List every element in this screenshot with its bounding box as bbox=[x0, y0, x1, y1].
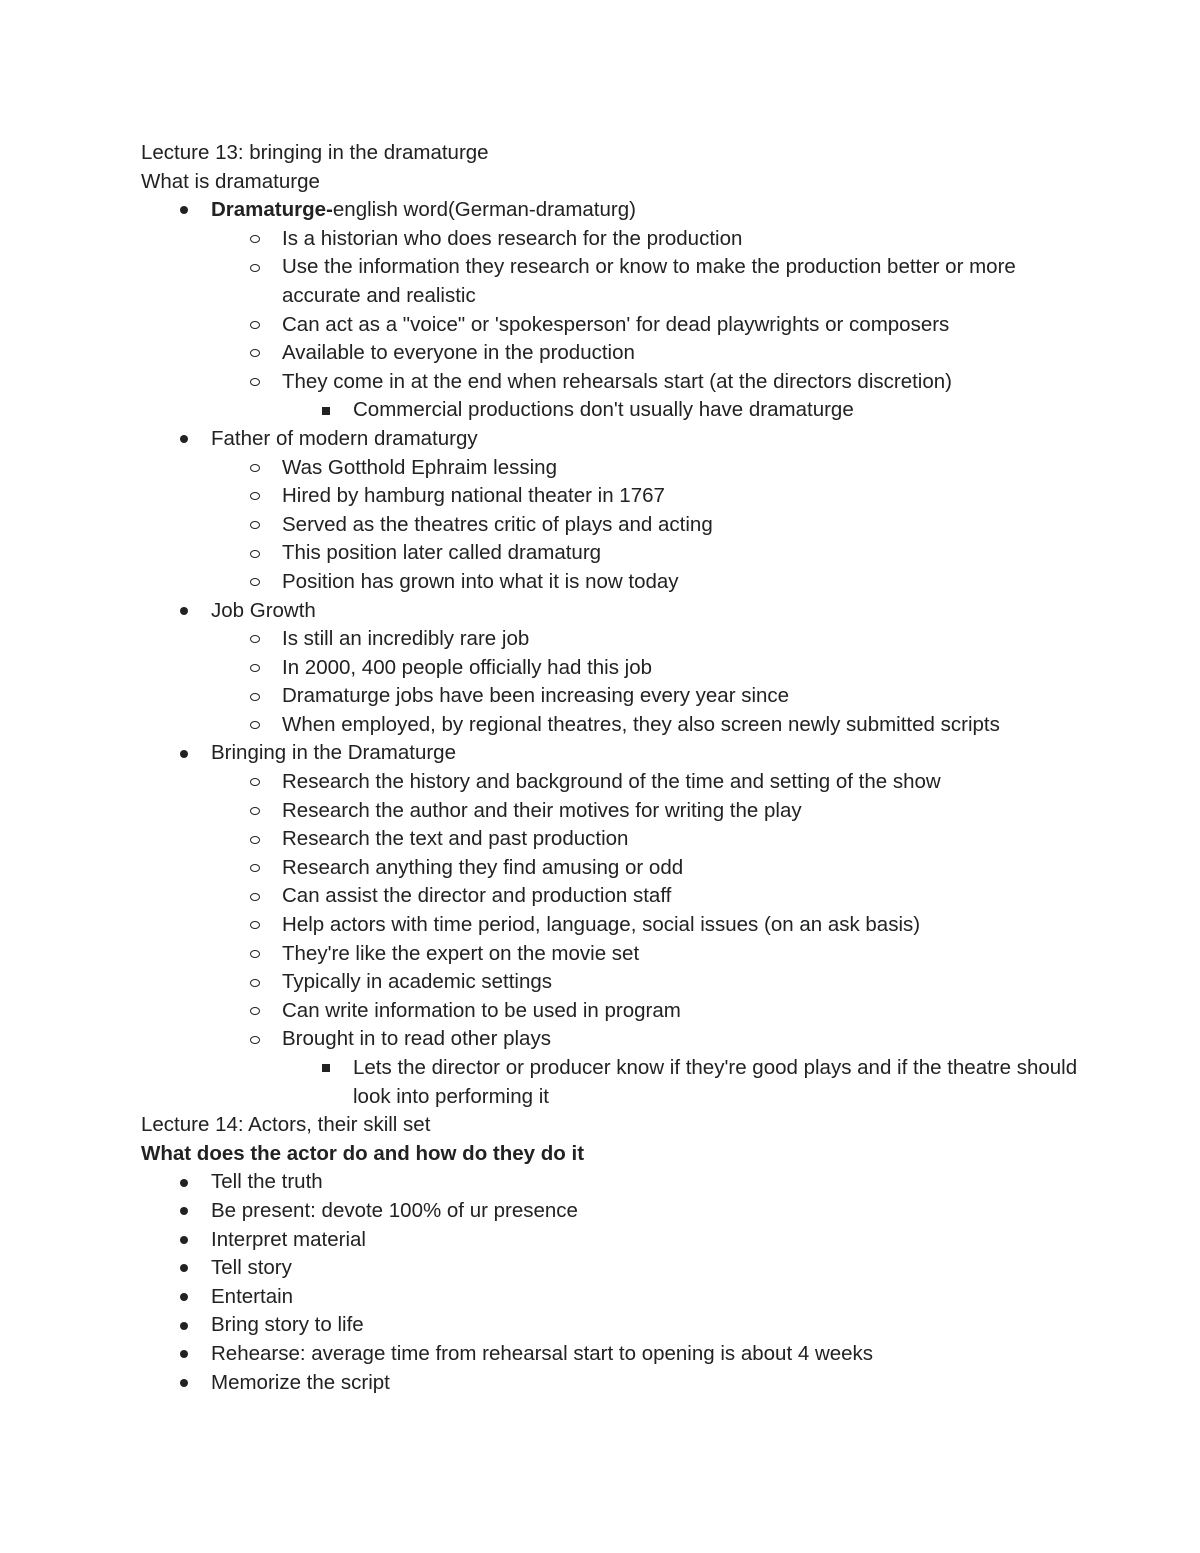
line-text: Father of modern dramaturgy bbox=[211, 426, 478, 450]
list-item bbox=[141, 1025, 1081, 1054]
list-item bbox=[141, 1283, 1081, 1312]
line-text: Dramaturge jobs have been increasing every year since bbox=[282, 684, 790, 708]
list-item bbox=[141, 568, 1081, 597]
section-heading bbox=[141, 168, 1081, 197]
list-item bbox=[141, 1369, 1081, 1398]
list-item bbox=[141, 425, 1081, 454]
line-text: Lets the director or producer know if they're good plays and if the theatre should look into performing it bbox=[353, 1056, 1078, 1108]
line-text: What is dramaturge bbox=[141, 169, 320, 193]
line-text: Lecture 13: bringing in the dramaturge bbox=[141, 141, 489, 164]
list-item bbox=[141, 225, 1081, 254]
line-text: Was Gotthold Ephraim lessing bbox=[282, 455, 557, 479]
list-item bbox=[141, 1197, 1081, 1226]
line-text: Available to everyone in the production bbox=[282, 341, 635, 365]
sub-bullet-icon bbox=[248, 225, 262, 254]
list-item bbox=[141, 539, 1081, 568]
line-text: Hired by hamburg national theater in 1767 bbox=[282, 484, 665, 508]
list-item bbox=[141, 739, 1081, 768]
sub-bullet-icon bbox=[248, 911, 262, 940]
line-text: Research the text and past production bbox=[282, 827, 629, 851]
bullet-icon bbox=[177, 597, 191, 626]
line-text: Research the author and their motives for writing the play bbox=[282, 798, 802, 822]
line-text: What does the actor do and how do they do it bbox=[141, 1141, 585, 1165]
list-item bbox=[141, 1311, 1081, 1340]
list-item bbox=[141, 196, 1081, 225]
line-text: In 2000, 400 people officially had this job bbox=[282, 655, 653, 679]
sub-bullet-icon bbox=[248, 854, 262, 883]
line-text: Interpret material bbox=[211, 1227, 366, 1251]
sub-bullet-icon bbox=[248, 339, 262, 368]
list-item bbox=[141, 911, 1081, 940]
bullet-icon bbox=[177, 1254, 191, 1283]
line-text: Can write information to be used in program bbox=[282, 998, 681, 1022]
line-text: Commercial productions don't usually have dramaturge bbox=[353, 398, 854, 422]
line-text: Can act as a "voice" or 'spokesperson' for dead playwrights or composers bbox=[282, 312, 950, 336]
bullet-icon bbox=[177, 1340, 191, 1369]
list-item bbox=[141, 396, 1081, 425]
sub-bullet-icon bbox=[248, 882, 262, 911]
list-item bbox=[141, 311, 1081, 340]
line-text: english word(German-dramaturg) bbox=[332, 198, 636, 222]
line-text: When employed, by regional theatres, they also screen newly submitted scripts bbox=[282, 712, 1000, 736]
list-item bbox=[141, 854, 1081, 883]
line-text: This position later called dramaturg bbox=[282, 541, 602, 565]
line-text: Research anything they find amusing or odd bbox=[282, 855, 684, 879]
list-item bbox=[141, 482, 1081, 511]
sub-bullet-icon bbox=[248, 539, 262, 568]
line-text: Can assist the director and production staff bbox=[282, 884, 672, 908]
list-item bbox=[141, 882, 1081, 911]
sub-bullet-icon bbox=[248, 682, 262, 711]
sub-bullet-icon bbox=[248, 797, 262, 826]
line-text: Bringing in the Dramaturge bbox=[211, 741, 456, 765]
list-item bbox=[141, 1226, 1081, 1255]
line-text: Job Growth bbox=[211, 598, 316, 622]
list-item bbox=[141, 1340, 1081, 1369]
line-text: Bring story to life bbox=[211, 1313, 364, 1337]
bullet-icon bbox=[177, 1168, 191, 1197]
list-item bbox=[141, 597, 1081, 626]
bullet-icon bbox=[177, 1283, 191, 1312]
line-text: Is still an incredibly rare job bbox=[282, 627, 530, 651]
list-item bbox=[141, 968, 1081, 997]
line-text: Served as the theatres critic of plays and acting bbox=[282, 512, 713, 536]
list-item bbox=[141, 368, 1081, 397]
document-body bbox=[141, 139, 1081, 1397]
sub-bullet-icon bbox=[248, 711, 262, 740]
sub-bullet-icon bbox=[248, 368, 262, 397]
line-text: Brought in to read other plays bbox=[282, 1027, 551, 1051]
line-text: Typically in academic settings bbox=[282, 970, 553, 994]
line-text: Use the information they research or know to make the production better or more accurate and realistic bbox=[282, 255, 1016, 307]
sub-bullet-icon bbox=[248, 997, 262, 1026]
line-text: Research the history and background of the time and setting of the show bbox=[282, 770, 941, 794]
line-text: Is a historian who does research for the production bbox=[282, 226, 743, 250]
section-heading bbox=[141, 139, 1081, 168]
line-text: Tell the truth bbox=[211, 1170, 323, 1194]
bullet-icon bbox=[177, 1369, 191, 1398]
sub-bullet-icon bbox=[248, 654, 262, 683]
bullet-icon bbox=[177, 1197, 191, 1226]
line-text: Entertain bbox=[211, 1284, 294, 1308]
line-text: They're like the expert on the movie set bbox=[282, 941, 640, 965]
bullet-icon bbox=[177, 739, 191, 768]
list-item bbox=[141, 625, 1081, 654]
sub-bullet-icon bbox=[248, 454, 262, 483]
list-item bbox=[141, 1054, 1081, 1111]
list-item bbox=[141, 339, 1081, 368]
line-text: Lecture 14: Actors, their skill set bbox=[141, 1113, 431, 1137]
sub-bullet-icon bbox=[248, 568, 262, 597]
bullet-icon bbox=[177, 1311, 191, 1340]
list-item bbox=[141, 1254, 1081, 1283]
line-text: They come in at the end when rehearsals start (at the directors discretion) bbox=[282, 369, 952, 393]
list-item bbox=[141, 511, 1081, 540]
sub-bullet-icon bbox=[248, 940, 262, 969]
list-item bbox=[141, 825, 1081, 854]
list-item bbox=[141, 940, 1081, 969]
sub-bullet-icon bbox=[248, 311, 262, 340]
list-item bbox=[141, 454, 1081, 483]
square-bullet-icon bbox=[319, 1054, 333, 1083]
line-text: Memorize the script bbox=[211, 1370, 390, 1394]
sub-bullet-icon bbox=[248, 253, 262, 282]
list-item bbox=[141, 1168, 1081, 1197]
list-item bbox=[141, 253, 1081, 310]
section-subheading bbox=[141, 1140, 1081, 1169]
line-text: Rehearse: average time from rehearsal start to opening is about 4 weeks bbox=[211, 1341, 874, 1365]
list-item bbox=[141, 654, 1081, 683]
square-bullet-icon bbox=[319, 396, 333, 425]
term-label: Dramaturge- bbox=[211, 198, 333, 222]
line-text: Tell story bbox=[211, 1256, 292, 1280]
sub-bullet-icon bbox=[248, 482, 262, 511]
bullet-icon bbox=[177, 1226, 191, 1255]
list-item bbox=[141, 682, 1081, 711]
line-text: Help actors with time period, language, social issues (on an ask basis) bbox=[282, 913, 921, 937]
sub-bullet-icon bbox=[248, 625, 262, 654]
sub-bullet-icon bbox=[248, 768, 262, 797]
list-item bbox=[141, 768, 1081, 797]
list-item bbox=[141, 797, 1081, 826]
sub-bullet-icon bbox=[248, 825, 262, 854]
line-text: Position has grown into what it is now today bbox=[282, 569, 679, 593]
line-text: Be present: devote 100% of ur presence bbox=[211, 1198, 578, 1222]
section-heading bbox=[141, 1111, 1081, 1140]
sub-bullet-icon bbox=[248, 1025, 262, 1054]
list-item bbox=[141, 711, 1081, 740]
bullet-icon bbox=[177, 196, 191, 225]
sub-bullet-icon bbox=[248, 511, 262, 540]
list-item bbox=[141, 997, 1081, 1026]
sub-bullet-icon bbox=[248, 968, 262, 997]
bullet-icon bbox=[177, 425, 191, 454]
